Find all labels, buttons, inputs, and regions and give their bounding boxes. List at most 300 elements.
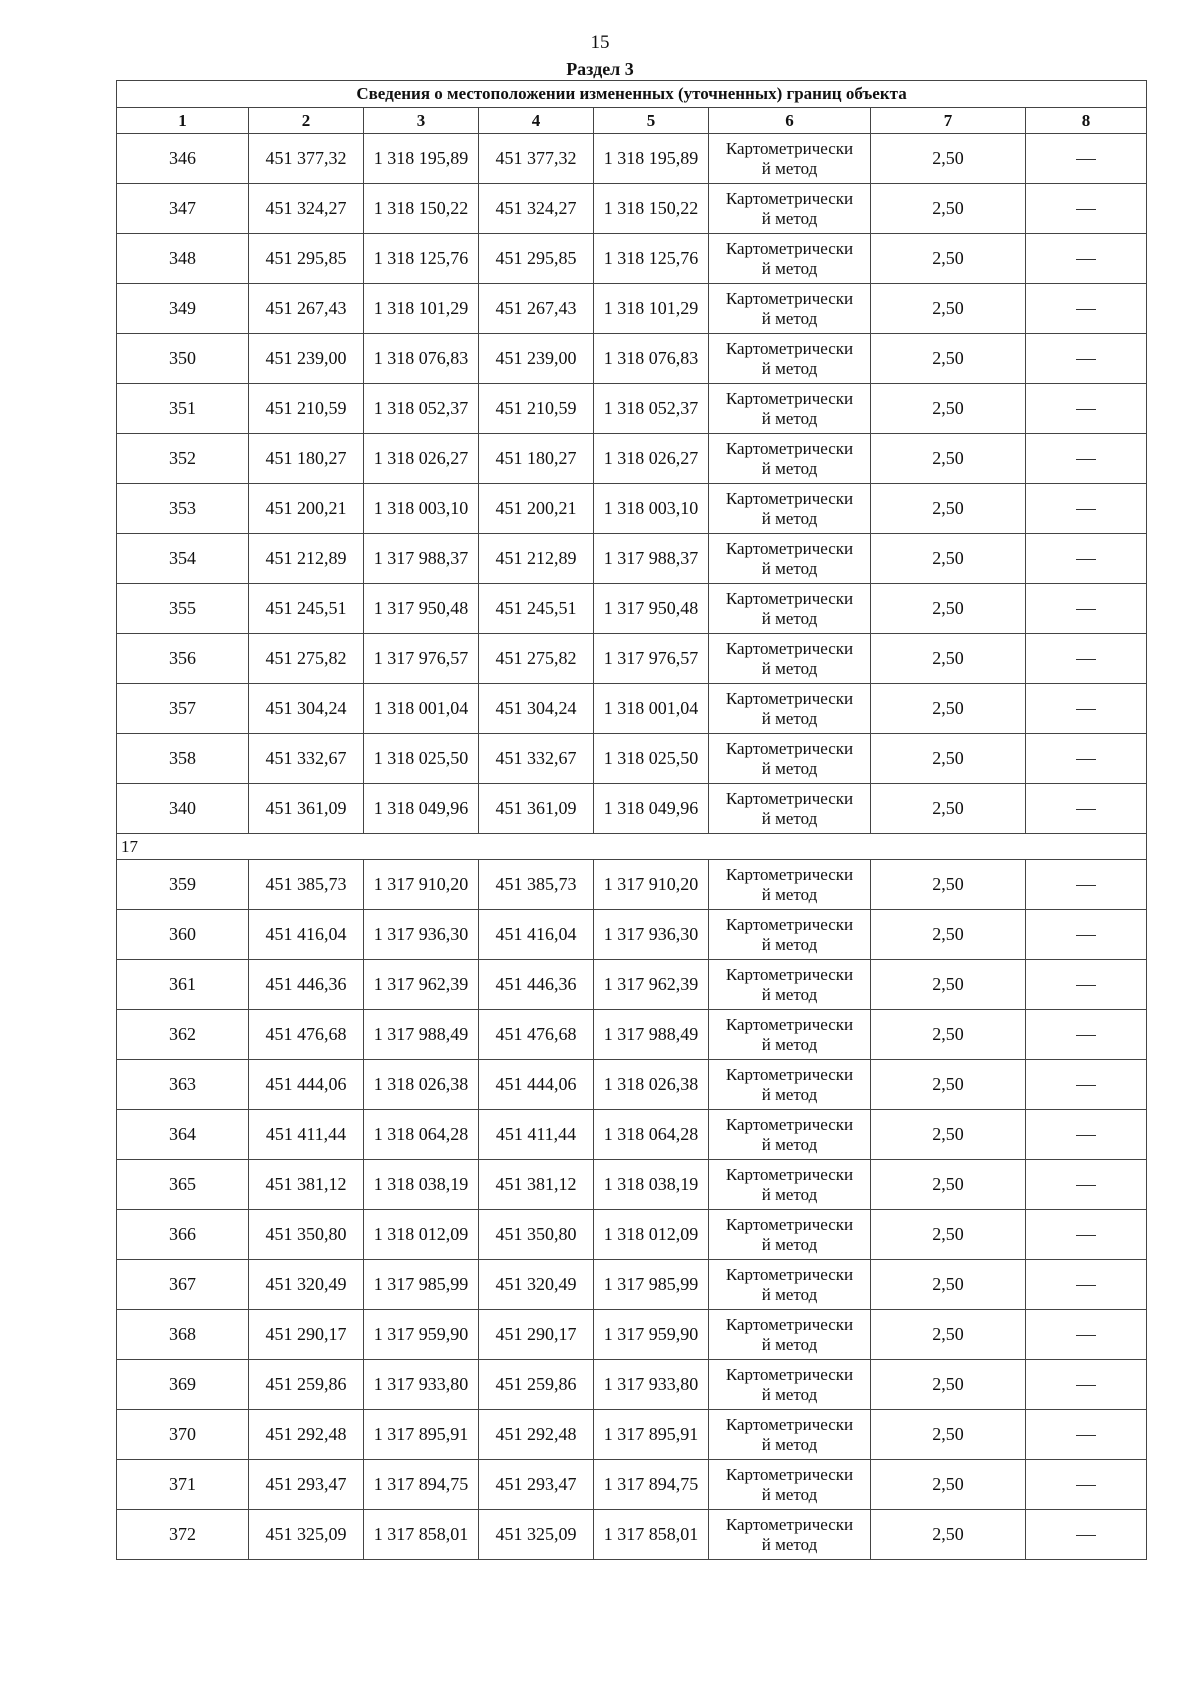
- method-line-2: й метод: [761, 458, 818, 478]
- precision-cell: 2,50: [871, 1110, 1026, 1160]
- x-old-cell: 451 295,85: [249, 234, 364, 284]
- method-line-1: Картометрически: [725, 1314, 854, 1334]
- y-old-cell: 1 317 936,30: [364, 910, 479, 960]
- table-row: [117, 1160, 1147, 1210]
- point-number-cell: 367: [117, 1260, 249, 1310]
- dash-icon: [1076, 459, 1096, 460]
- y-new-cell: 1 318 026,38: [594, 1060, 709, 1110]
- method-cell: [709, 284, 871, 334]
- x-old-cell: 451 444,06: [249, 1060, 364, 1110]
- y-old-cell: 1 318 026,38: [364, 1060, 479, 1110]
- dash-icon: [1076, 159, 1096, 160]
- point-number-cell: 348: [117, 234, 249, 284]
- y-old-cell: 1 318 038,19: [364, 1160, 479, 1210]
- y-old-cell: 1 317 962,39: [364, 960, 479, 1010]
- description-cell: [1026, 1510, 1147, 1560]
- x-new-cell: 451 385,73: [479, 860, 594, 910]
- x-old-cell: 451 324,27: [249, 184, 364, 234]
- x-new-cell: 451 267,43: [479, 284, 594, 334]
- column-number: 5: [594, 108, 709, 134]
- dash-icon: [1076, 1285, 1096, 1286]
- y-new-cell: 1 317 933,80: [594, 1360, 709, 1410]
- method-cell: [709, 1410, 871, 1460]
- x-new-cell: 451 444,06: [479, 1060, 594, 1110]
- method-line-1: Картометрически: [725, 638, 854, 658]
- method-line-1: Картометрически: [725, 238, 854, 258]
- y-old-cell: 1 318 076,83: [364, 334, 479, 384]
- point-number-cell: 355: [117, 584, 249, 634]
- precision-cell: 2,50: [871, 384, 1026, 434]
- method-line-2: й метод: [761, 358, 818, 378]
- method-cell: [709, 1460, 871, 1510]
- table-row: [117, 1110, 1147, 1160]
- precision-cell: 2,50: [871, 684, 1026, 734]
- description-cell: [1026, 1460, 1147, 1510]
- description-cell: [1026, 584, 1147, 634]
- x-new-cell: 451 180,27: [479, 434, 594, 484]
- description-cell: [1026, 684, 1147, 734]
- y-new-cell: 1 317 959,90: [594, 1310, 709, 1360]
- method-line-1: Картометрически: [725, 1014, 854, 1034]
- x-new-cell: 451 295,85: [479, 234, 594, 284]
- precision-cell: 2,50: [871, 860, 1026, 910]
- x-old-cell: 451 476,68: [249, 1010, 364, 1060]
- y-new-cell: 1 318 195,89: [594, 134, 709, 184]
- x-old-cell: 451 239,00: [249, 334, 364, 384]
- table-row: [117, 434, 1147, 484]
- description-cell: [1026, 534, 1147, 584]
- method-line-2: й метод: [761, 1184, 818, 1204]
- table-row: [117, 1410, 1147, 1460]
- description-cell: [1026, 734, 1147, 784]
- y-new-cell: 1 318 026,27: [594, 434, 709, 484]
- method-line-2: й метод: [761, 1384, 818, 1404]
- dash-icon: [1076, 885, 1096, 886]
- y-old-cell: 1 318 195,89: [364, 134, 479, 184]
- point-number-cell: 359: [117, 860, 249, 910]
- precision-cell: 2,50: [871, 910, 1026, 960]
- x-old-cell: 451 361,09: [249, 784, 364, 834]
- method-cell: [709, 634, 871, 684]
- method-line-2: й метод: [761, 1084, 818, 1104]
- column-number: 4: [479, 108, 594, 134]
- method-line-2: й метод: [761, 808, 818, 828]
- method-cell: [709, 334, 871, 384]
- method-line-1: Картометрически: [725, 738, 854, 758]
- dash-icon: [1076, 1135, 1096, 1136]
- y-new-cell: 1 317 985,99: [594, 1260, 709, 1310]
- x-new-cell: 451 210,59: [479, 384, 594, 434]
- point-number-cell: 357: [117, 684, 249, 734]
- table-row: [117, 784, 1147, 834]
- y-new-cell: 1 318 025,50: [594, 734, 709, 784]
- table-row: [117, 334, 1147, 384]
- point-number-cell: 365: [117, 1160, 249, 1210]
- dash-icon: [1076, 309, 1096, 310]
- method-cell: [709, 784, 871, 834]
- x-old-cell: 451 332,67: [249, 734, 364, 784]
- description-cell: [1026, 1210, 1147, 1260]
- dash-icon: [1076, 809, 1096, 810]
- method-cell: [709, 1310, 871, 1360]
- y-old-cell: 1 318 049,96: [364, 784, 479, 834]
- point-number-cell: 350: [117, 334, 249, 384]
- method-line-1: Картометрически: [725, 388, 854, 408]
- method-line-1: Картометрически: [725, 538, 854, 558]
- method-cell: [709, 584, 871, 634]
- method-line-1: Картометрически: [725, 1114, 854, 1134]
- point-number-cell: 346: [117, 134, 249, 184]
- x-old-cell: 451 416,04: [249, 910, 364, 960]
- precision-cell: 2,50: [871, 1360, 1026, 1410]
- x-new-cell: 451 381,12: [479, 1160, 594, 1210]
- x-new-cell: 451 290,17: [479, 1310, 594, 1360]
- y-old-cell: 1 318 101,29: [364, 284, 479, 334]
- precision-cell: 2,50: [871, 1010, 1026, 1060]
- y-old-cell: 1 317 858,01: [364, 1510, 479, 1560]
- y-new-cell: 1 318 150,22: [594, 184, 709, 234]
- description-cell: [1026, 1160, 1147, 1210]
- method-cell: [709, 384, 871, 434]
- y-new-cell: 1 318 003,10: [594, 484, 709, 534]
- table-row: [117, 910, 1147, 960]
- method-line-2: й метод: [761, 658, 818, 678]
- method-cell: [709, 434, 871, 484]
- point-number-cell: 353: [117, 484, 249, 534]
- point-number-cell: 351: [117, 384, 249, 434]
- table-row: [117, 1510, 1147, 1560]
- precision-cell: 2,50: [871, 1510, 1026, 1560]
- column-number: 7: [871, 108, 1026, 134]
- x-old-cell: 451 210,59: [249, 384, 364, 434]
- method-cell: [709, 1260, 871, 1310]
- dash-icon: [1076, 985, 1096, 986]
- group-separator: [117, 834, 1147, 860]
- description-cell: [1026, 1010, 1147, 1060]
- column-number: 2: [249, 108, 364, 134]
- method-line-1: Картометрически: [725, 288, 854, 308]
- description-cell: [1026, 1260, 1147, 1310]
- method-cell: [709, 684, 871, 734]
- x-old-cell: 451 212,89: [249, 534, 364, 584]
- description-cell: [1026, 860, 1147, 910]
- description-cell: [1026, 960, 1147, 1010]
- table-row: [117, 1060, 1147, 1110]
- y-old-cell: 1 318 012,09: [364, 1210, 479, 1260]
- method-cell: [709, 910, 871, 960]
- y-old-cell: 1 317 988,49: [364, 1010, 479, 1060]
- table-row: [117, 684, 1147, 734]
- dash-icon: [1076, 559, 1096, 560]
- y-new-cell: 1 318 076,83: [594, 334, 709, 384]
- dash-icon: [1076, 409, 1096, 410]
- dash-icon: [1076, 1385, 1096, 1386]
- y-old-cell: 1 317 959,90: [364, 1310, 479, 1360]
- point-number-cell: 356: [117, 634, 249, 684]
- description-cell: [1026, 1360, 1147, 1410]
- column-number: 8: [1026, 108, 1147, 134]
- table-row: [117, 860, 1147, 910]
- method-line-2: й метод: [761, 1534, 818, 1554]
- precision-cell: 2,50: [871, 234, 1026, 284]
- table-row: [117, 1010, 1147, 1060]
- method-cell: [709, 184, 871, 234]
- dash-icon: [1076, 1185, 1096, 1186]
- point-number-cell: 369: [117, 1360, 249, 1410]
- x-old-cell: 451 180,27: [249, 434, 364, 484]
- description-cell: [1026, 784, 1147, 834]
- point-number-cell: 363: [117, 1060, 249, 1110]
- method-line-2: й метод: [761, 708, 818, 728]
- method-cell: [709, 484, 871, 534]
- method-cell: [709, 1110, 871, 1160]
- x-old-cell: 451 350,80: [249, 1210, 364, 1260]
- dash-icon: [1076, 209, 1096, 210]
- description-cell: [1026, 184, 1147, 234]
- method-line-2: й метод: [761, 884, 818, 904]
- table-row: [117, 284, 1147, 334]
- x-old-cell: 451 385,73: [249, 860, 364, 910]
- method-cell: [709, 134, 871, 184]
- dash-icon: [1076, 709, 1096, 710]
- y-old-cell: 1 318 025,50: [364, 734, 479, 784]
- dash-icon: [1076, 935, 1096, 936]
- group-label: 17: [117, 834, 1147, 860]
- precision-cell: 2,50: [871, 1160, 1026, 1210]
- y-old-cell: 1 318 001,04: [364, 684, 479, 734]
- precision-cell: 2,50: [871, 734, 1026, 784]
- description-cell: [1026, 1110, 1147, 1160]
- x-old-cell: 451 245,51: [249, 584, 364, 634]
- method-line-2: й метод: [761, 1434, 818, 1454]
- table-body-part1: [117, 134, 1147, 834]
- table-row: [117, 960, 1147, 1010]
- point-number-cell: 349: [117, 284, 249, 334]
- x-new-cell: 451 304,24: [479, 684, 594, 734]
- description-cell: [1026, 284, 1147, 334]
- method-line-2: й метод: [761, 208, 818, 228]
- y-new-cell: 1 318 064,28: [594, 1110, 709, 1160]
- point-number-cell: 372: [117, 1510, 249, 1560]
- point-number-cell: 347: [117, 184, 249, 234]
- method-line-1: Картометрически: [725, 338, 854, 358]
- point-number-cell: 370: [117, 1410, 249, 1460]
- method-line-2: й метод: [761, 258, 818, 278]
- method-line-1: Картометрически: [725, 438, 854, 458]
- dash-icon: [1076, 1235, 1096, 1236]
- description-cell: [1026, 634, 1147, 684]
- y-new-cell: 1 318 049,96: [594, 784, 709, 834]
- section-title: Раздел 3: [566, 59, 634, 79]
- method-line-1: Картометрически: [725, 1364, 854, 1384]
- table-row: [117, 184, 1147, 234]
- y-old-cell: 1 317 950,48: [364, 584, 479, 634]
- precision-cell: 2,50: [871, 484, 1026, 534]
- x-old-cell: 451 267,43: [249, 284, 364, 334]
- precision-cell: 2,50: [871, 1310, 1026, 1360]
- method-cell: [709, 1060, 871, 1110]
- x-new-cell: 451 350,80: [479, 1210, 594, 1260]
- dash-icon: [1076, 1535, 1096, 1536]
- x-new-cell: 451 411,44: [479, 1110, 594, 1160]
- method-line-1: Картометрически: [725, 188, 854, 208]
- method-line-1: Картометрически: [725, 914, 854, 934]
- x-old-cell: 451 200,21: [249, 484, 364, 534]
- method-line-1: Картометрически: [725, 1064, 854, 1084]
- x-new-cell: 451 200,21: [479, 484, 594, 534]
- method-cell: [709, 860, 871, 910]
- dash-icon: [1076, 659, 1096, 660]
- method-line-2: й метод: [761, 984, 818, 1004]
- y-new-cell: 1 317 894,75: [594, 1460, 709, 1510]
- x-old-cell: 451 411,44: [249, 1110, 364, 1160]
- x-old-cell: 451 292,48: [249, 1410, 364, 1460]
- method-line-1: Картометрически: [725, 488, 854, 508]
- y-old-cell: 1 318 125,76: [364, 234, 479, 284]
- precision-cell: 2,50: [871, 334, 1026, 384]
- y-old-cell: 1 318 003,10: [364, 484, 479, 534]
- x-new-cell: 451 446,36: [479, 960, 594, 1010]
- column-number: 3: [364, 108, 479, 134]
- method-line-1: Картометрически: [725, 688, 854, 708]
- y-new-cell: 1 317 962,39: [594, 960, 709, 1010]
- table-row: [117, 484, 1147, 534]
- x-new-cell: 451 377,32: [479, 134, 594, 184]
- x-old-cell: 451 325,09: [249, 1510, 364, 1560]
- description-cell: [1026, 1060, 1147, 1110]
- column-number-row: [117, 108, 1147, 134]
- table-row: [117, 1260, 1147, 1310]
- method-line-2: й метод: [761, 1034, 818, 1054]
- description-cell: [1026, 334, 1147, 384]
- method-cell: [709, 1010, 871, 1060]
- table-caption-row: [117, 81, 1147, 108]
- y-new-cell: 1 318 101,29: [594, 284, 709, 334]
- method-line-1: Картометрически: [725, 864, 854, 884]
- table-row: [117, 734, 1147, 784]
- y-old-cell: 1 318 150,22: [364, 184, 479, 234]
- description-cell: [1026, 434, 1147, 484]
- y-old-cell: 1 318 026,27: [364, 434, 479, 484]
- description-cell: [1026, 384, 1147, 434]
- x-old-cell: 451 377,32: [249, 134, 364, 184]
- y-new-cell: 1 317 858,01: [594, 1510, 709, 1560]
- y-new-cell: 1 317 936,30: [594, 910, 709, 960]
- table-row: [117, 1310, 1147, 1360]
- point-number-cell: 360: [117, 910, 249, 960]
- y-old-cell: 1 317 985,99: [364, 1260, 479, 1310]
- precision-cell: 2,50: [871, 1060, 1026, 1110]
- y-old-cell: 1 318 052,37: [364, 384, 479, 434]
- precision-cell: 2,50: [871, 534, 1026, 584]
- column-number: 6: [709, 108, 871, 134]
- method-cell: [709, 1510, 871, 1560]
- method-line-1: Картометрически: [725, 964, 854, 984]
- method-line-1: Картометрически: [725, 1164, 854, 1184]
- table-row: [117, 534, 1147, 584]
- table-row: [117, 634, 1147, 684]
- precision-cell: 2,50: [871, 184, 1026, 234]
- point-number-cell: 366: [117, 1210, 249, 1260]
- x-old-cell: 451 290,17: [249, 1310, 364, 1360]
- x-new-cell: 451 476,68: [479, 1010, 594, 1060]
- method-line-1: Картометрически: [725, 788, 854, 808]
- column-number: 1: [117, 108, 249, 134]
- method-line-2: й метод: [761, 1134, 818, 1154]
- y-new-cell: 1 317 950,48: [594, 584, 709, 634]
- x-new-cell: 451 275,82: [479, 634, 594, 684]
- table-row: [117, 134, 1147, 184]
- precision-cell: 2,50: [871, 584, 1026, 634]
- description-cell: [1026, 1410, 1147, 1460]
- method-cell: [709, 234, 871, 284]
- dash-icon: [1076, 1035, 1096, 1036]
- description-cell: [1026, 1310, 1147, 1360]
- precision-cell: 2,50: [871, 434, 1026, 484]
- dash-icon: [1076, 609, 1096, 610]
- method-line-2: й метод: [761, 408, 818, 428]
- dash-icon: [1076, 1335, 1096, 1336]
- table-row: [117, 384, 1147, 434]
- x-old-cell: 451 304,24: [249, 684, 364, 734]
- precision-cell: 2,50: [871, 634, 1026, 684]
- point-number-cell: 352: [117, 434, 249, 484]
- page-number: 15: [590, 32, 610, 53]
- x-new-cell: 451 245,51: [479, 584, 594, 634]
- method-line-1: Картометрически: [725, 1514, 854, 1534]
- y-new-cell: 1 317 988,49: [594, 1010, 709, 1060]
- method-cell: [709, 534, 871, 584]
- precision-cell: 2,50: [871, 284, 1026, 334]
- table-row: [117, 584, 1147, 634]
- y-old-cell: 1 317 933,80: [364, 1360, 479, 1410]
- method-cell: [709, 734, 871, 784]
- y-new-cell: 1 317 910,20: [594, 860, 709, 910]
- point-number-cell: 368: [117, 1310, 249, 1360]
- y-old-cell: 1 318 064,28: [364, 1110, 479, 1160]
- dash-icon: [1076, 1435, 1096, 1436]
- point-number-cell: 364: [117, 1110, 249, 1160]
- table-row: [117, 234, 1147, 284]
- method-line-2: й метод: [761, 1234, 818, 1254]
- method-cell: [709, 960, 871, 1010]
- method-line-1: Картометрически: [725, 138, 854, 158]
- point-number-cell: 362: [117, 1010, 249, 1060]
- coordinates-table: [116, 80, 1147, 1560]
- x-old-cell: 451 320,49: [249, 1260, 364, 1310]
- precision-cell: 2,50: [871, 1210, 1026, 1260]
- method-line-2: й метод: [761, 558, 818, 578]
- y-new-cell: 1 318 125,76: [594, 234, 709, 284]
- dash-icon: [1076, 1485, 1096, 1486]
- y-old-cell: 1 317 976,57: [364, 634, 479, 684]
- x-old-cell: 451 446,36: [249, 960, 364, 1010]
- y-new-cell: 1 317 976,57: [594, 634, 709, 684]
- x-new-cell: 451 212,89: [479, 534, 594, 584]
- x-new-cell: 451 320,49: [479, 1260, 594, 1310]
- method-line-2: й метод: [761, 758, 818, 778]
- point-number-cell: 358: [117, 734, 249, 784]
- table-caption: Сведения о местоположении измененных (уточненных) границ объекта: [117, 81, 1147, 108]
- table-body-part2: [117, 860, 1147, 1560]
- precision-cell: 2,50: [871, 960, 1026, 1010]
- method-line-2: й метод: [761, 1284, 818, 1304]
- y-new-cell: 1 317 988,37: [594, 534, 709, 584]
- method-cell: [709, 1160, 871, 1210]
- y-new-cell: 1 318 012,09: [594, 1210, 709, 1260]
- table-row: [117, 1210, 1147, 1260]
- x-new-cell: 451 324,27: [479, 184, 594, 234]
